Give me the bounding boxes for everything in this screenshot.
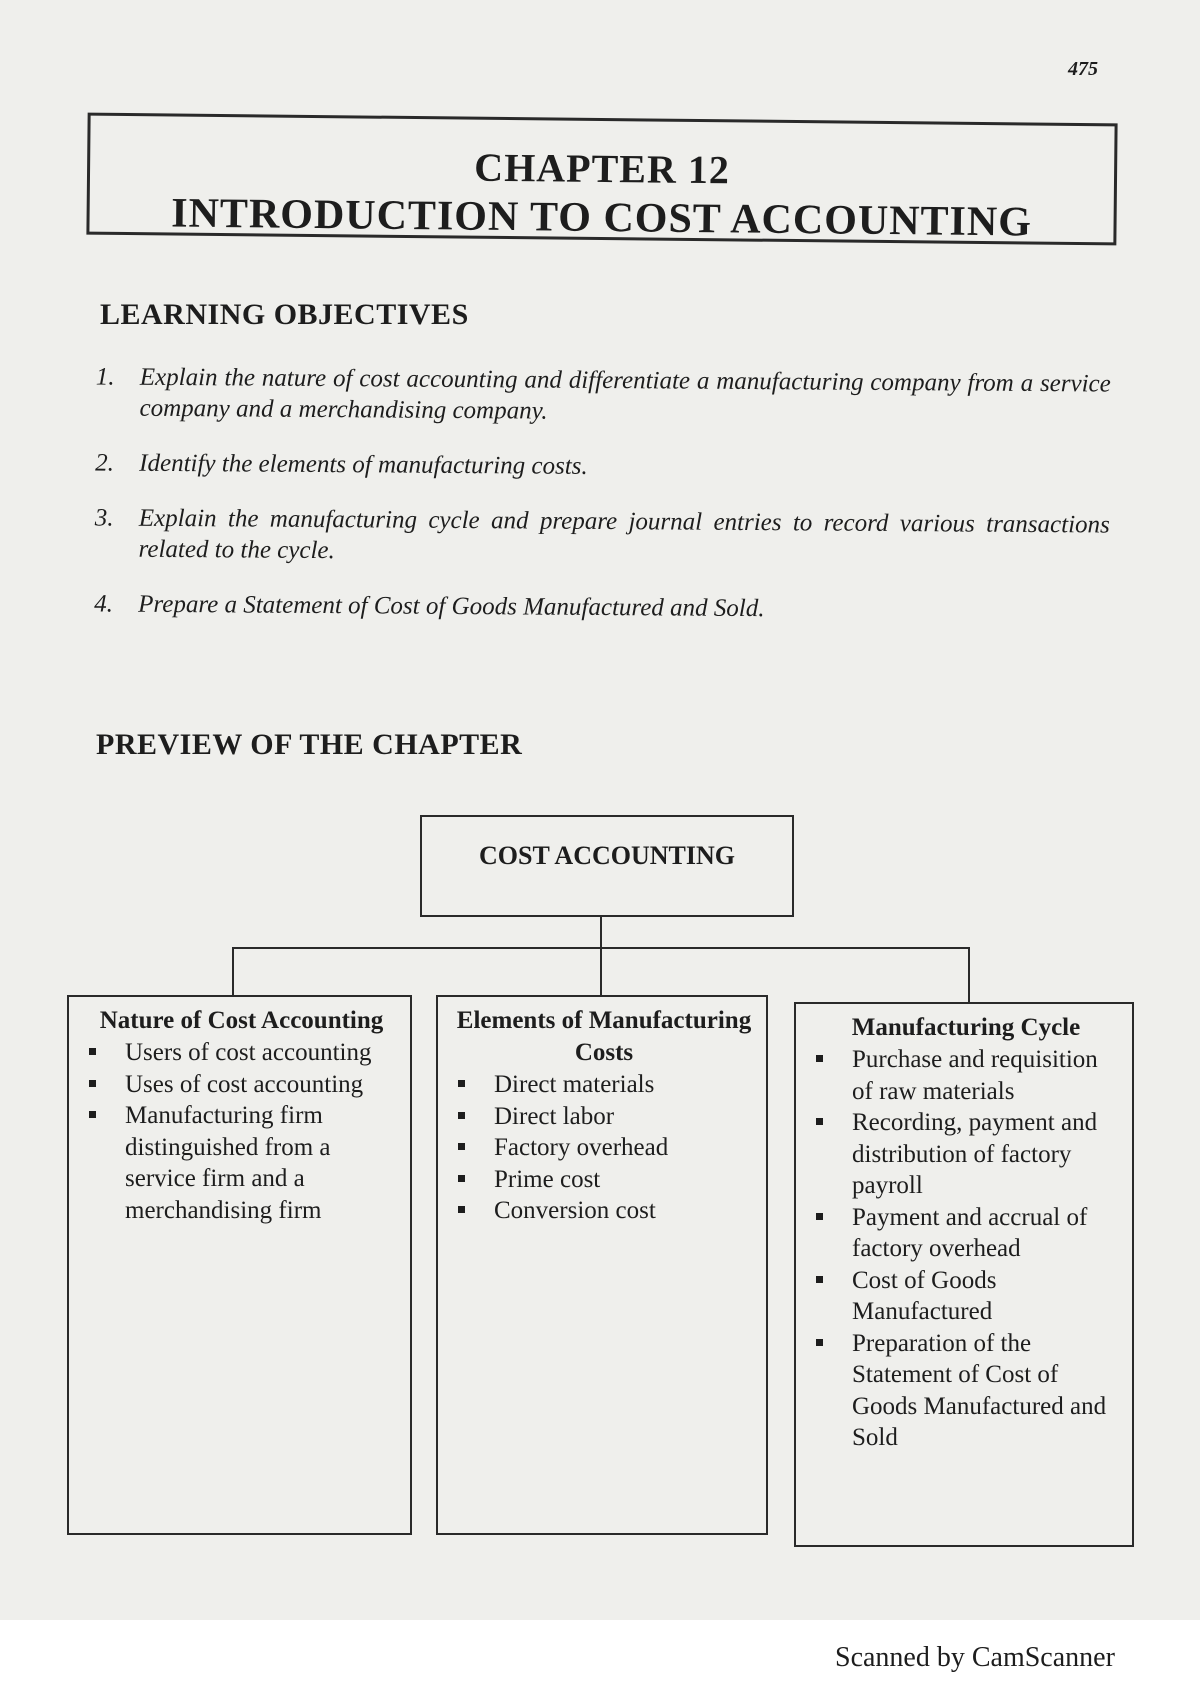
page-number: 475: [1068, 58, 1098, 80]
branch-list-item: [810, 1328, 1122, 1454]
branch-list-item: [810, 1044, 1122, 1107]
bullet-icon: [816, 1276, 823, 1283]
branch-item-text: Uses of cost accounting: [125, 1070, 364, 1098]
chapter-number: CHAPTER 12: [474, 144, 731, 193]
bullet-icon: [458, 1143, 465, 1150]
bullet-icon: [89, 1048, 96, 1055]
bullet-icon: [458, 1206, 465, 1213]
objective-number: 1.: [95, 363, 115, 391]
bullet-icon: [816, 1213, 823, 1220]
objective-text: Explain the nature of cost accounting and differentiate a manufacturing company from a service company and a merchandising company.: [139, 363, 1111, 425]
branch-list-item: [810, 1202, 1122, 1265]
branch-list-item: [83, 1100, 400, 1226]
branch-item-text: Manufacturing firm distinguished from a service firm and a merchandising firm: [125, 1102, 331, 1224]
objective-number: 3.: [94, 504, 114, 532]
learning-objectives-heading: LEARNING OBJECTIVES: [100, 298, 469, 331]
branch-item-text: Direct labor: [494, 1102, 615, 1130]
bullet-icon: [458, 1112, 465, 1119]
objective-text: Identify the elements of manufacturing costs.: [139, 449, 588, 480]
branch-list-item: [452, 1069, 756, 1101]
connector-horizontal: [232, 947, 970, 949]
chapter-title: INTRODUCTION TO COST ACCOUNTING: [171, 190, 1033, 246]
objective-number: 4.: [94, 590, 114, 618]
branch-list-item: [452, 1195, 756, 1227]
branch-item-text: Factory overhead: [494, 1134, 669, 1161]
branch-item-text: Purchase and requisition of raw materials: [852, 1046, 1098, 1105]
scanned-by-watermark: Scanned by CamScanner: [835, 1642, 1115, 1673]
bullet-icon: [458, 1080, 465, 1087]
branch-item-text: Recording, payment and distribution of factory payroll: [852, 1109, 1098, 1199]
branch-list-item: [83, 1069, 400, 1101]
branch-list: [452, 1069, 756, 1227]
bullet-icon: [816, 1339, 823, 1346]
branch-list-item: [452, 1101, 756, 1133]
bullet-icon: [816, 1118, 823, 1125]
branch-list-item: [810, 1265, 1122, 1328]
branch-list: [810, 1044, 1122, 1454]
connector-right-drop: [968, 947, 970, 1002]
objective-text: Explain the manufacturing cycle and prepare journal entries to record various transactions related to the cycle.: [138, 504, 1110, 565]
branch-title: Elements of Manufacturing Costs: [456, 1007, 752, 1066]
bullet-icon: [89, 1080, 96, 1087]
bullet-icon: [816, 1055, 823, 1062]
connector-left-drop: [232, 947, 234, 995]
preview-heading: PREVIEW OF THE CHAPTER: [96, 728, 523, 761]
branch-list-item: [452, 1164, 756, 1196]
branch-elements-of-manufacturing-costs: [436, 995, 768, 1535]
branch-item-text: Payment and accrual of factory overhead: [852, 1203, 1088, 1262]
bullet-icon: [458, 1175, 465, 1182]
objective-text: Prepare a Statement of Cost of Goods Manufactured and Sold.: [138, 590, 765, 623]
branch-item-text: Preparation of the Statement of Cost of Goods Manufactured and Sold: [852, 1329, 1107, 1451]
branch-item-text: Cost of Goods Manufactured: [852, 1266, 997, 1325]
branch-item-text: Prime cost: [494, 1165, 601, 1193]
branch-title: Manufacturing Cycle: [851, 1014, 1081, 1041]
branch-nature-of-cost-accounting: [67, 995, 412, 1535]
branch-item-text: Conversion cost: [494, 1197, 656, 1224]
connector-root-vertical: [600, 917, 602, 997]
bullet-icon: [89, 1111, 96, 1118]
branch-list-item: [452, 1132, 756, 1164]
root-node-cost-accounting: COST ACCOUNTING: [420, 815, 794, 917]
branch-item-text: Direct materials: [494, 1071, 655, 1098]
branch-item-text: Users of cost accounting: [125, 1039, 372, 1066]
branch-list: [83, 1037, 400, 1226]
branch-list-item: [810, 1107, 1122, 1202]
branch-list-item: [83, 1037, 400, 1069]
objective-number: 2.: [95, 449, 115, 477]
branch-manufacturing-cycle: [794, 1002, 1134, 1547]
branch-title: Nature of Cost Accounting: [99, 1007, 384, 1034]
